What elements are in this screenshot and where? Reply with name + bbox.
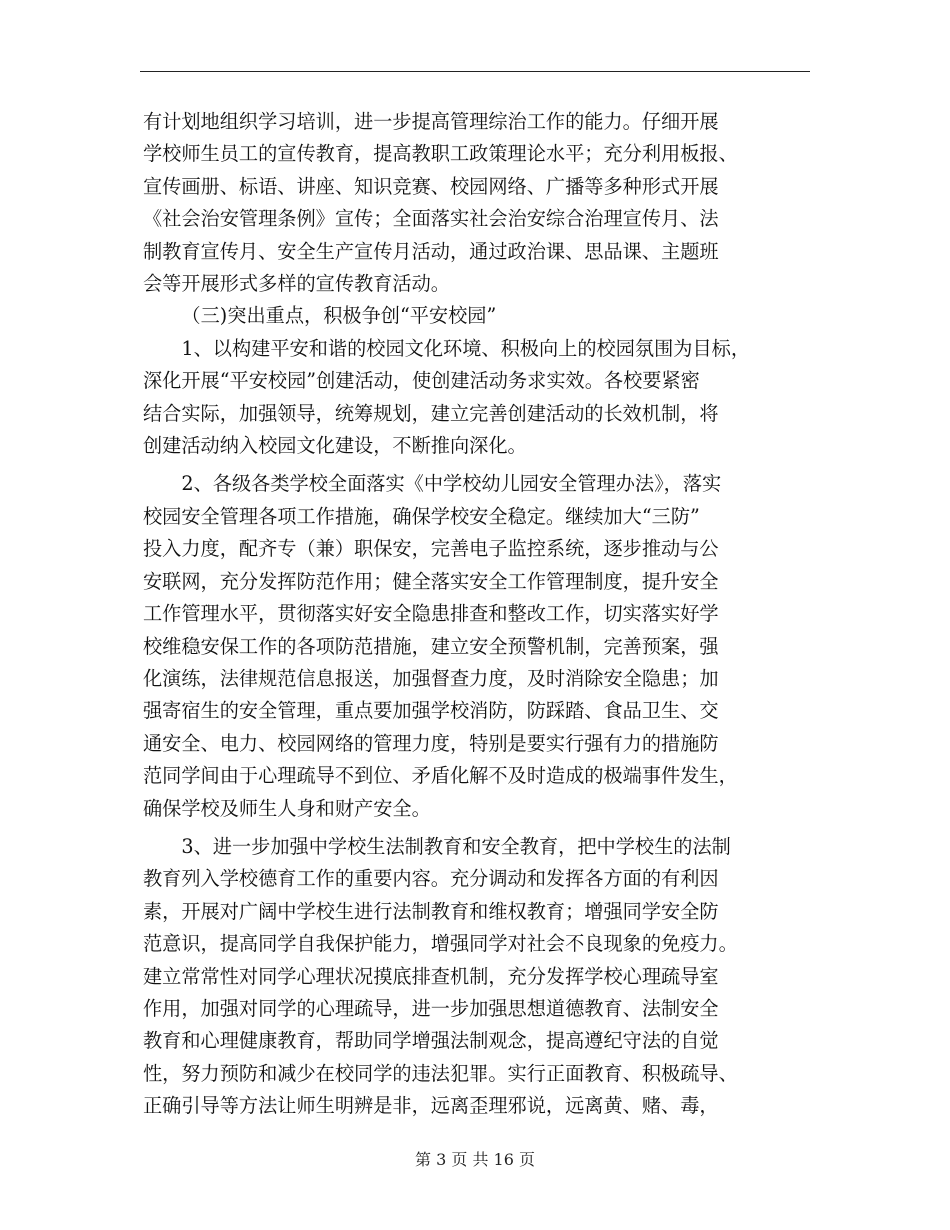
text-line: 《社会治安管理条例》宣传；全面落实社会治安综合治理宣传月、法	[143, 207, 719, 231]
text-line: 1、以构建平安和谐的校园文化环境、积极向上的校园氛围为目标，	[181, 336, 751, 360]
text-line: 投入力度，配齐专（兼）职保安，完善电子监控系统，逐步推动与公	[143, 537, 719, 561]
text-line: 有计划地组织学习培训，进一步提高管理综治工作的能力。仔细开展	[143, 110, 719, 133]
text-line: 会等开展形式多样的宣传教育活动。	[143, 272, 450, 296]
text-line: 作用，加强对同学的心理疏导，进一步加强思想道德教育、法制安全	[143, 996, 719, 1020]
text-line: 确保学校及师生人身和财产安全。	[143, 796, 431, 820]
text-line: 结合实际，加强领导，统筹规划，建立完善创建活动的长效机制，将	[143, 401, 719, 425]
document-body	[143, 106, 815, 1123]
paragraph-1	[143, 106, 815, 300]
text-line: 安联网，充分发挥防范作用；健全落实安全工作管理制度，提升安全	[143, 569, 719, 593]
paragraph-item-2	[143, 468, 815, 824]
text-line: 创建活动纳入校园文化建设，不断推向深化。	[143, 434, 527, 458]
text-line: 强寄宿生的安全管理，重点要加强学校消防，防踩踏、食品卫生、交	[143, 699, 719, 723]
page-number-footer: 第 3 页 共 16 页	[415, 1150, 535, 1169]
text-line: 学校师生员工的宣传教育，提高教职工政策理论水平；充分利用板报、	[143, 142, 738, 166]
text-line: 素，开展对广阔中学校生进行法制教育和维权教育；增强同学安全防	[143, 899, 719, 923]
text-line: 校维稳安保工作的各项防范措施，建立安全预警机制，完善预案，强	[143, 634, 719, 658]
paragraph-item-3	[143, 831, 815, 1123]
text-line: 通安全、电力、校园网络的管理力度，特别是要实行强有力的措施防	[143, 731, 719, 755]
text-line: 范意识，提高同学自我保护能力，增强同学对社会不良现象的免疫力。	[143, 932, 738, 956]
text-line: 正确引导等方法让师生明辨是非，远离歪理邪说，远离黄、赌、毒，	[143, 1094, 719, 1118]
text-line: 化演练，法律规范信息报送，加强督查力度，及时消除安全隐患；加	[143, 666, 719, 690]
text-line: 2、各级各类学校全面落实《中学校幼儿园安全管理办法》，落实	[181, 472, 722, 496]
section-heading	[143, 300, 815, 332]
text-line: 教育列入学校德育工作的重要内容。充分调动和发挥各方面的有利因	[143, 867, 719, 891]
header-rule	[140, 71, 810, 72]
section-heading-text: （三)突出重点，积极争创“平安校园”	[181, 304, 497, 328]
text-line: 3、进一步加强中学校生法制教育和安全教育，把中学校生的法制	[181, 834, 731, 858]
text-line: 制教育宣传月、安全生产宣传月活动，通过政治课、思品课、主题班	[143, 239, 719, 263]
paragraph-item-1	[143, 333, 815, 463]
text-line: 工作管理水平，贯彻落实好安全隐患排查和整改工作，切实落实好学	[143, 602, 719, 626]
text-line: 范同学间由于心理疏导不到位、矛盾化解不及时造成的极端事件发生，	[143, 764, 738, 788]
text-line: 建立常常性对同学心理状况摸底排查机制，充分发挥学校心理疏导室	[143, 964, 719, 988]
text-line: 宣传画册、标语、讲座、知识竞赛、校园网络、广播等多种形式开展	[143, 174, 719, 198]
text-line: 教育和心理健康教育，帮助同学增强法制观念，提高遵纪守法的自觉	[143, 1029, 719, 1053]
text-line: 深化开展“平安校园”创建活动，使创建活动务求实效。各校要紧密	[143, 369, 700, 393]
text-line: 校园安全管理各项工作措施，确保学校安全稳定。继续加大“三防”	[143, 504, 700, 528]
text-line: 性，努力预防和减少在校同学的违法犯罪。实行正面教育、积极疏导、	[143, 1061, 738, 1085]
